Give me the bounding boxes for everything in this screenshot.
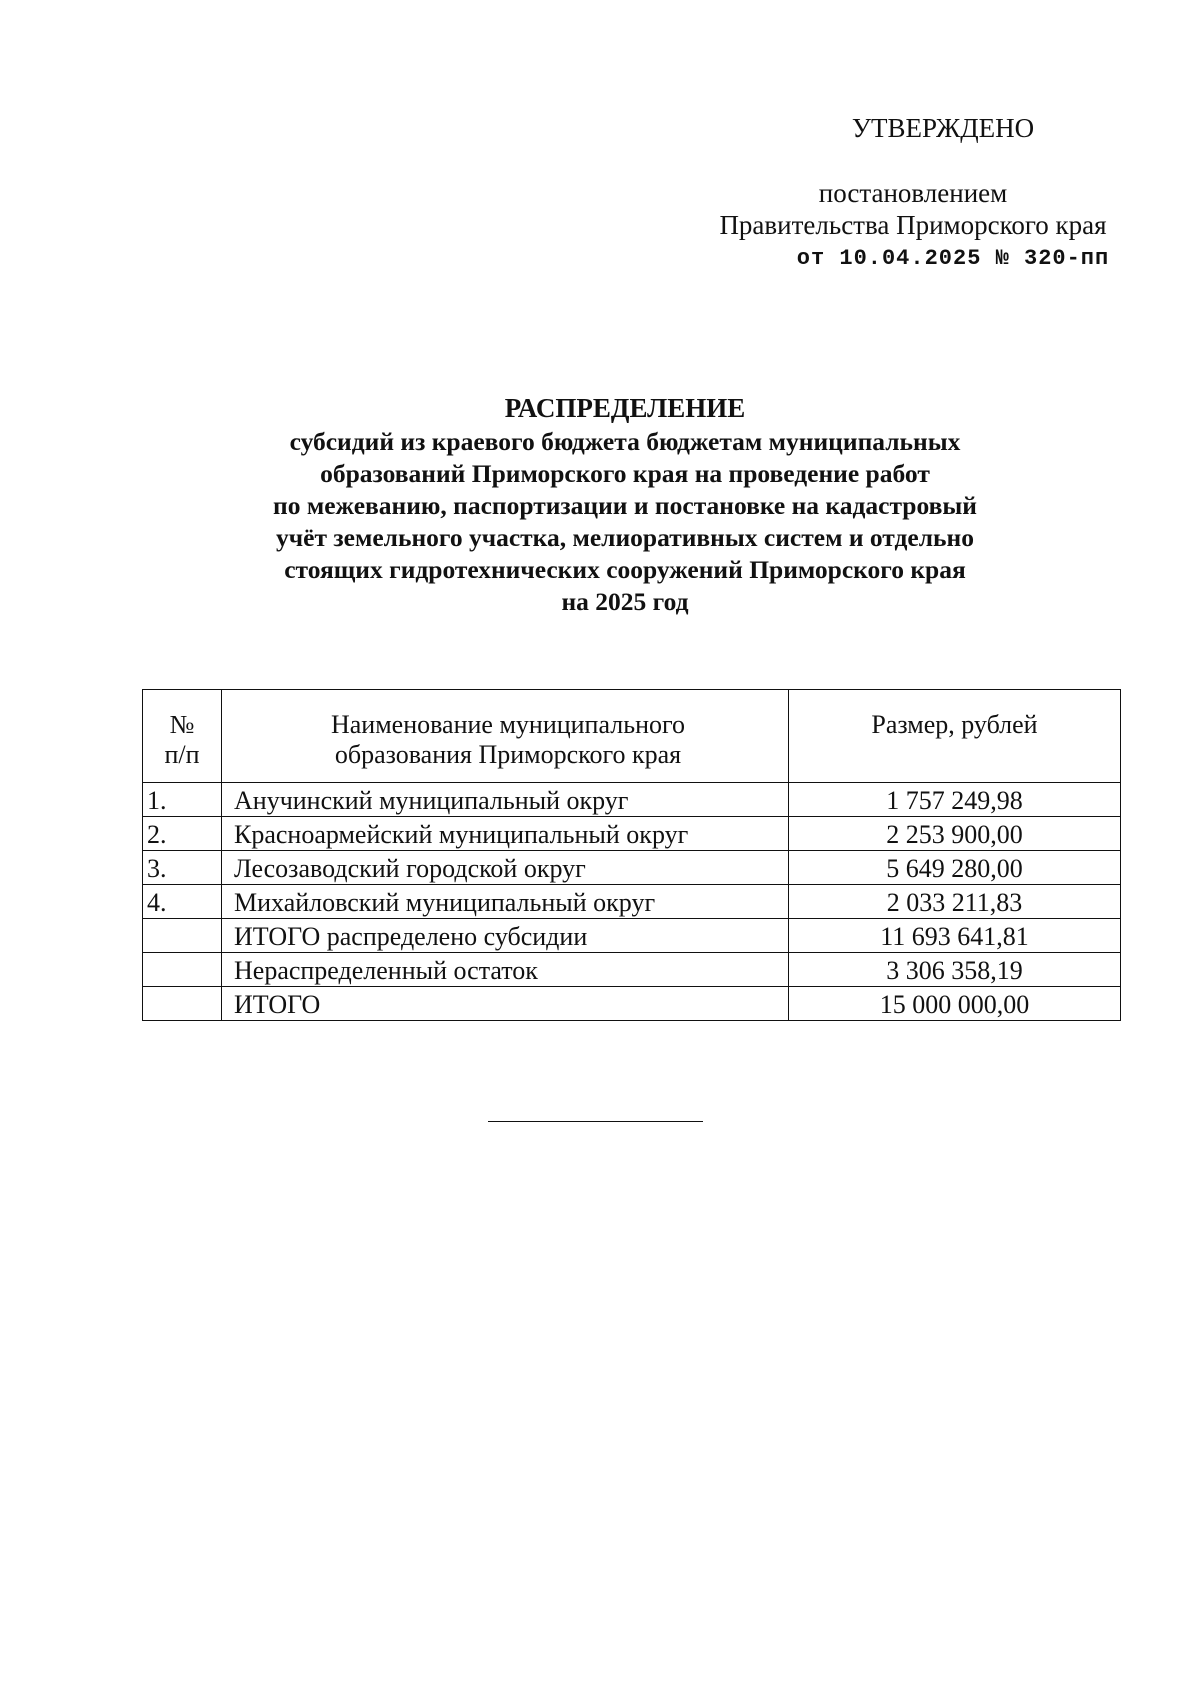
header-municipality-line1: Наименование муниципального bbox=[330, 710, 686, 739]
document-title: РАСПРЕДЕЛЕНИЕ bbox=[504, 393, 746, 423]
distribution-table bbox=[142, 689, 1121, 1021]
table-header-row bbox=[143, 690, 1121, 783]
decree-authority: Правительства Приморского края bbox=[719, 210, 1107, 240]
row-amount: 2 253 900,00 bbox=[789, 817, 1121, 851]
row-number: 1. bbox=[143, 783, 222, 817]
row-amount: 1 757 249,98 bbox=[789, 783, 1121, 817]
decree-line: постановлением bbox=[818, 178, 1008, 208]
header-number-symbol: № bbox=[169, 710, 195, 739]
approval-block bbox=[698, 112, 1128, 275]
header-municipality-line2: образования Приморского края bbox=[334, 740, 682, 769]
header-number-abbr: п/п bbox=[164, 740, 200, 769]
row-municipality: Нераспределенный остаток bbox=[222, 953, 789, 987]
row-amount: 15 000 000,00 bbox=[789, 987, 1121, 1021]
row-number bbox=[143, 953, 222, 987]
header-municipality bbox=[222, 690, 789, 783]
approved-label: УТВЕРЖДЕНО bbox=[851, 113, 1035, 143]
heading-line: на 2025 год bbox=[561, 587, 689, 616]
heading-line: субсидий из краевого бюджета бюджетам муниципальных bbox=[289, 427, 961, 456]
row-amount: 3 306 358,19 bbox=[789, 953, 1121, 987]
table-row bbox=[143, 817, 1121, 851]
table-row bbox=[143, 885, 1121, 919]
row-municipality: Красноармейский муниципальный округ bbox=[222, 817, 789, 851]
end-divider bbox=[488, 1121, 703, 1122]
heading-line: по межеванию, паспортизации и постановке на кадастровый bbox=[273, 491, 977, 520]
row-municipality: ИТОГО распределено субсидии bbox=[222, 919, 789, 953]
header-number bbox=[143, 690, 222, 783]
row-number: 3. bbox=[143, 851, 222, 885]
row-number bbox=[143, 987, 222, 1021]
heading-line: учёт земельного участка, мелиоративных систем и отдельно bbox=[276, 523, 974, 552]
row-municipality: ИТОГО bbox=[222, 987, 789, 1021]
table-row-grand-total bbox=[143, 987, 1121, 1021]
row-number: 2. bbox=[143, 817, 222, 851]
document-heading bbox=[160, 392, 1090, 618]
row-municipality: Михайловский муниципальный округ bbox=[222, 885, 789, 919]
header-amount: Размер, рублей bbox=[789, 690, 1121, 783]
table-row-undistributed bbox=[143, 953, 1121, 987]
table-row bbox=[143, 783, 1121, 817]
row-amount: 11 693 641,81 bbox=[789, 919, 1121, 953]
row-amount: 2 033 211,83 bbox=[789, 885, 1121, 919]
table-row bbox=[143, 851, 1121, 885]
row-amount: 5 649 280,00 bbox=[789, 851, 1121, 885]
table-row-total-distributed bbox=[143, 919, 1121, 953]
decree-date-number-stamp: от 10.04.2025 № 320-пп bbox=[796, 246, 1110, 271]
row-municipality: Лесозаводский городской округ bbox=[222, 851, 789, 885]
row-number bbox=[143, 919, 222, 953]
heading-line: образований Приморского края на проведение работ bbox=[320, 459, 930, 488]
row-municipality: Анучинский муниципальный округ bbox=[222, 783, 789, 817]
heading-line: стоящих гидротехнических сооружений Приморского края bbox=[284, 555, 966, 584]
row-number: 4. bbox=[143, 885, 222, 919]
